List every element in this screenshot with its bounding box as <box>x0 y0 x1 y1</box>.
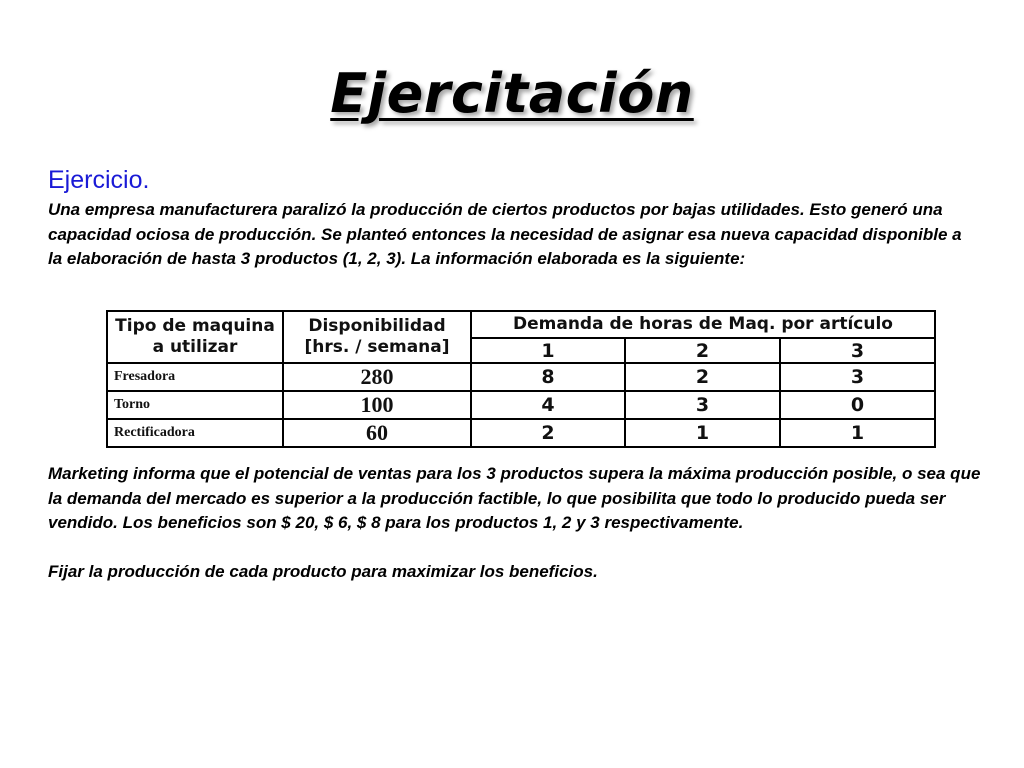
demand-value: 8 <box>471 363 625 391</box>
table-row <box>107 391 935 419</box>
demand-value: 2 <box>625 363 780 391</box>
product-1-header: 1 <box>471 338 625 363</box>
demand-value: 1 <box>625 419 780 447</box>
demand-value: 3 <box>625 391 780 419</box>
demand-header: Demanda de horas de Maq. por artículo <box>471 311 935 338</box>
table-header-row <box>107 311 935 338</box>
availability-header: Disponibilidad [hrs. / semana] <box>283 311 471 363</box>
demand-value: 1 <box>780 419 935 447</box>
machine-name: Torno <box>107 391 283 419</box>
availability-value: 100 <box>283 391 471 419</box>
slide-title: Ejercitación <box>330 62 694 125</box>
objective-paragraph: Fijar la producción de cada producto para maximizar los beneficios. <box>48 562 598 581</box>
demand-value: 4 <box>471 391 625 419</box>
marketing-paragraph: Marketing informa que el potencial de ventas para los 3 productos supera la máxima producción posible, o sea que la demanda del mercado es superior a la producción factible, lo que posibilita que todo lo producido pueda ser vendido. Los beneficios son $ 20, $ 6, $ 8 para los productos 1, 2 y 3 respectivamente. <box>48 464 981 532</box>
intro-paragraph: Una empresa manufacturera paralizó la producción de ciertos productos por bajas utilidades. Esto generó una capacidad ociosa de producción. Se planteó entonces la necesidad de asignar esa nueva capacidad disponible a la elaboración de hasta 3 productos (1, 2, 3). La información elaborada es la siguiente: <box>48 200 962 268</box>
table-row <box>107 419 935 447</box>
exercise-heading: Ejercicio. <box>48 166 150 194</box>
demand-value: 2 <box>471 419 625 447</box>
availability-value: 280 <box>283 363 471 391</box>
availability-value: 60 <box>283 419 471 447</box>
product-2-header: 2 <box>625 338 780 363</box>
demand-value: 3 <box>780 363 935 391</box>
table-row <box>107 363 935 391</box>
machine-name: Fresadora <box>107 363 283 391</box>
machine-type-header: Tipo de maquina a utilizar <box>107 311 283 363</box>
machine-name: Rectificadora <box>107 419 283 447</box>
demand-value: 0 <box>780 391 935 419</box>
product-3-header: 3 <box>780 338 935 363</box>
machine-hours-table <box>106 310 936 448</box>
